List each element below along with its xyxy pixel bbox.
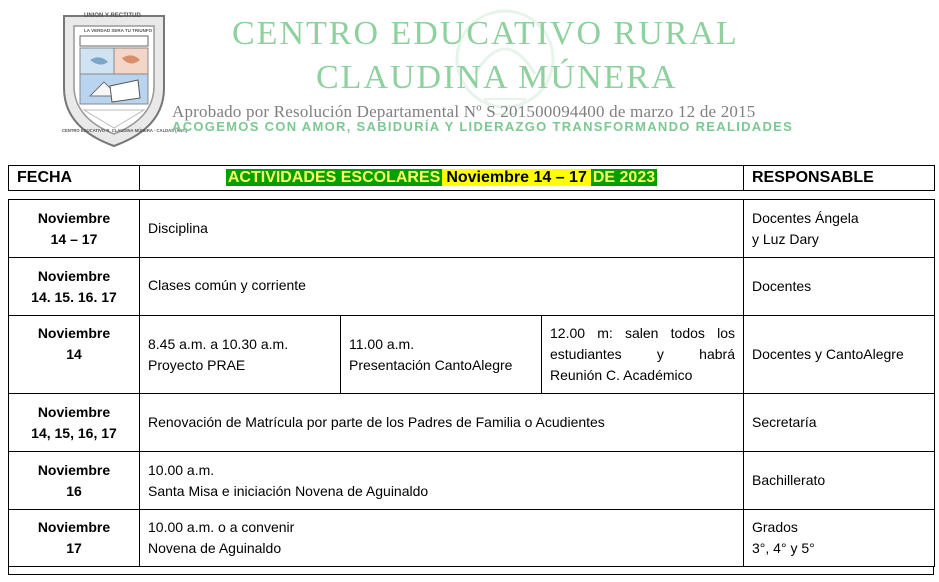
responsable-line: Docentes Ángela bbox=[752, 209, 859, 226]
activity-time: 10.00 a.m. o a convenir bbox=[148, 519, 295, 535]
activity-text: Santa Misa e iniciación Novena de Aguinaldo bbox=[148, 482, 429, 499]
table-row bbox=[9, 258, 935, 316]
approval-resolution: Aprobado por Resolución Departamental Nº S 201500094400 de marzo 12 de 2015 bbox=[172, 102, 756, 121]
table-row bbox=[9, 510, 935, 567]
responsable-cell: Secretaría bbox=[744, 394, 935, 452]
year-label: DE 2023 bbox=[592, 169, 656, 186]
responsable-cell: Docentes y CantoAlegre bbox=[744, 316, 935, 394]
activity-cell-cantoalegre bbox=[341, 316, 542, 394]
fecha-cell bbox=[9, 258, 140, 316]
responsable-line: Grados bbox=[752, 519, 798, 535]
fecha-month: Noviembre bbox=[37, 519, 111, 535]
logo-banner-text: LA VERDAD SERA TU TRIUNFO bbox=[84, 28, 153, 33]
activity-text: Clases común y corriente bbox=[148, 277, 306, 293]
activities-table bbox=[8, 199, 935, 567]
table-bottom-border bbox=[8, 567, 934, 575]
logo-top-text: UNION Y RECTITUD bbox=[84, 13, 141, 19]
fecha-header: FECHA bbox=[9, 166, 140, 191]
fecha-days: 14 bbox=[66, 346, 82, 362]
responsable-line: y Luz Dary bbox=[752, 230, 819, 247]
school-name-line2: CLAUDINA MÚNERA bbox=[316, 59, 678, 96]
activity-cell: Renovación de Matrícula por parte de los Padres de Familia o Acudientes bbox=[140, 394, 744, 452]
activity-time: 10.00 a.m. bbox=[148, 461, 215, 478]
activity-cell-prae bbox=[140, 316, 341, 394]
responsable-cell bbox=[744, 510, 935, 567]
school-motto: ACOGEMOS CON AMOR, SABIDURÍA Y LIDERAZGO TRANSFORMANDO REALIDADES bbox=[172, 119, 794, 134]
activity-text: Proyecto PRAE bbox=[148, 356, 246, 373]
fecha-cell bbox=[9, 316, 140, 394]
fecha-month: Noviembre bbox=[37, 325, 111, 341]
activities-label: ACTIVIDADES ESCOLARES bbox=[227, 169, 441, 186]
fecha-days: 16 bbox=[66, 482, 82, 499]
responsable-line: 3°, 4° y 5° bbox=[752, 540, 815, 556]
fecha-cell bbox=[9, 200, 140, 258]
activity-cell-reunion bbox=[542, 316, 744, 394]
fecha-cell bbox=[9, 452, 140, 510]
fecha-month: Noviembre bbox=[37, 209, 111, 226]
activity-cell: Disciplina bbox=[140, 200, 744, 258]
responsable-cell bbox=[744, 200, 935, 258]
activity-text: Presentación CantoAlegre bbox=[349, 356, 513, 373]
fecha-cell bbox=[9, 510, 140, 567]
table-row bbox=[9, 394, 935, 452]
activity-line: estudiantes y habrá bbox=[550, 346, 735, 362]
fecha-days: 14, 15, 16, 17 bbox=[31, 424, 117, 441]
fecha-month: Noviembre bbox=[37, 461, 111, 478]
letterhead bbox=[0, 0, 939, 160]
fecha-days: 17 bbox=[66, 540, 82, 556]
activity-line: 12.00 m: salen todos los bbox=[550, 325, 735, 341]
activity-cell bbox=[140, 452, 744, 510]
school-name-line1: CENTRO EDUCATIVO RURAL bbox=[232, 15, 739, 52]
fecha-days: 14. 15. 16. 17 bbox=[31, 288, 117, 305]
table-row bbox=[9, 316, 935, 394]
logo-ring-text: CENTRO EDUCATIVO R. CLAUDINA MÚNERA - CALDAS (ANT.) bbox=[62, 128, 188, 133]
fecha-month: Noviembre bbox=[37, 403, 111, 420]
activity-cell bbox=[140, 510, 744, 567]
responsable-cell: Bachillerato bbox=[744, 452, 935, 510]
fecha-days: 14 – 17 bbox=[50, 230, 98, 247]
activity-cell bbox=[140, 258, 744, 316]
responsable-cell: Docentes bbox=[744, 258, 935, 316]
fecha-cell bbox=[9, 394, 140, 452]
activity-time: 8.45 a.m. a 10.30 a.m. bbox=[148, 335, 289, 352]
fecha-month: Noviembre bbox=[37, 267, 111, 284]
activity-line: Reunión C. Académico bbox=[550, 367, 693, 383]
responsable-header: RESPONSABLE bbox=[744, 166, 935, 191]
table-row bbox=[9, 452, 935, 510]
activities-title bbox=[140, 166, 744, 191]
table-row bbox=[9, 200, 935, 258]
date-range-label: Noviembre 14 – 17 bbox=[442, 169, 591, 186]
activity-time: 11.00 a.m. bbox=[349, 335, 415, 352]
title-row-table bbox=[8, 165, 935, 191]
activity-text: Novena de Aguinaldo bbox=[148, 540, 282, 556]
